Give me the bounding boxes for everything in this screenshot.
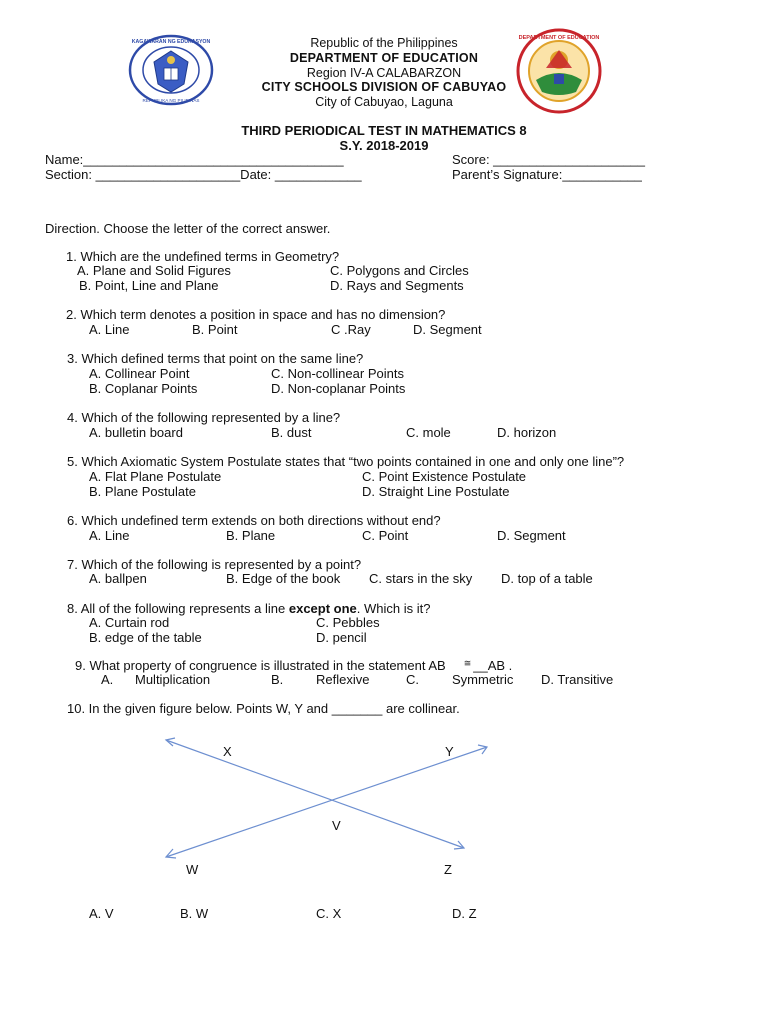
q8-option-b[interactable]: B. edge of the table xyxy=(89,630,202,645)
direction-text: Direction. Choose the letter of the correct answer. xyxy=(45,221,331,236)
collinear-figure xyxy=(150,730,510,875)
line-x-z xyxy=(166,740,464,848)
q9-option-a-letter[interactable]: A. xyxy=(101,672,114,687)
question-3-stem: 3. Which defined terms that point on the same line? xyxy=(67,351,364,366)
q3-option-d[interactable]: D. Non-coplanar Points xyxy=(271,381,406,396)
region-line: Region IV-A CALABARZON xyxy=(306,66,462,80)
q8-option-a[interactable]: A. Curtain rod xyxy=(89,615,170,630)
label-v: V xyxy=(332,818,341,833)
question-6-stem: 6. Which undefined term extends on both directions without end? xyxy=(67,513,441,528)
q9-option-c-letter[interactable]: C. xyxy=(406,672,419,687)
q3-option-b[interactable]: B. Coplanar Points xyxy=(89,381,198,396)
q10-option-a[interactable]: A. V xyxy=(89,906,114,921)
q9-option-d[interactable]: D. Transitive xyxy=(541,672,614,687)
city-line: City of Cabuyao, Laguna xyxy=(315,95,453,109)
label-z: Z xyxy=(444,862,452,877)
q9-stem-pre: 9. What property of congruence is illustrated in the statement AB xyxy=(75,658,446,673)
q4-option-c[interactable]: C. mole xyxy=(406,425,451,440)
question-4-stem: 4. Which of the following represented by a line? xyxy=(67,410,341,425)
q7-option-b[interactable]: B. Edge of the book xyxy=(226,571,341,586)
q3-option-a[interactable]: A. Collinear Point xyxy=(89,366,190,381)
question-5-stem: 5. Which Axiomatic System Postulate states that “two points contained in one and only one line”? xyxy=(67,454,625,469)
left-seal-bottom-text: REPUBLIKA NG PILIPINAS xyxy=(142,98,200,103)
label-y: Y xyxy=(445,744,454,759)
name-field[interactable]: Name:____________________________________ xyxy=(45,152,344,167)
q9-option-a-text[interactable]: Multiplication xyxy=(135,672,211,687)
q10-option-c[interactable]: C. X xyxy=(316,906,342,921)
q6-option-a[interactable]: A. Line xyxy=(89,528,130,543)
q2-option-b[interactable]: B. Point xyxy=(192,322,238,337)
score-field[interactable]: Score: _____________________ xyxy=(452,152,646,167)
q10-option-b[interactable]: B. W xyxy=(180,906,209,921)
q5-option-b[interactable]: B. Plane Postulate xyxy=(89,484,196,499)
school-year: S.Y. 2018-2019 xyxy=(339,138,429,153)
q8-stem-pre: 8. All of the following represents a line xyxy=(67,601,289,616)
question-1-stem: 1. Which are the undefined terms in Geometry? xyxy=(66,249,340,264)
q1-option-d[interactable]: D. Rays and Segments xyxy=(330,278,464,293)
q5-option-c[interactable]: C. Point Existence Postulate xyxy=(362,469,527,484)
question-8-stem xyxy=(67,601,430,616)
section-date-field[interactable]: Section: ____________________Date: ____________ xyxy=(45,167,362,182)
left-seal-top-text: KAGAWARAN NG EDUKASYON xyxy=(131,39,211,45)
q3-option-c[interactable]: C. Non-collinear Points xyxy=(271,366,404,381)
q6-option-c[interactable]: C. Point xyxy=(362,528,409,543)
q8-stem-post: . Which is it? xyxy=(356,601,431,616)
q2-option-d[interactable]: D. Segment xyxy=(413,322,482,337)
q8-option-d[interactable]: D. pencil xyxy=(316,630,367,645)
congruence-symbol: ≅ xyxy=(463,658,472,668)
q7-option-a[interactable]: A. ballpen xyxy=(89,571,147,586)
q6-option-d[interactable]: D. Segment xyxy=(497,528,566,543)
label-w: W xyxy=(186,862,199,877)
parent-signature-field[interactable]: Parent’s Signature:___________ xyxy=(452,167,642,182)
division-line: CITY SCHOOLS DIVISION OF CABUYAO xyxy=(261,80,507,94)
q5-option-a[interactable]: A. Flat Plane Postulate xyxy=(89,469,222,484)
q4-option-a[interactable]: A. bulletin board xyxy=(89,425,183,440)
test-title: THIRD PERIODICAL TEST IN MATHEMATICS 8 xyxy=(241,123,527,138)
q9-option-b-letter[interactable]: B. xyxy=(271,672,284,687)
q8-stem-emphasis: except one xyxy=(288,601,357,616)
line-w-y xyxy=(166,747,487,857)
q9-stem-post: __AB . xyxy=(473,658,513,673)
q6-option-b[interactable]: B. Plane xyxy=(226,528,276,543)
question-10-stem: 10. In the given figure below. Points W, Y and _______ are collinear. xyxy=(67,701,460,716)
q1-option-c[interactable]: C. Polygons and Circles xyxy=(330,263,469,278)
q2-option-c[interactable]: C .Ray xyxy=(331,322,371,337)
q9-option-c-text[interactable]: Symmetric xyxy=(452,672,514,687)
q1-option-b[interactable]: B. Point, Line and Plane xyxy=(79,278,219,293)
q5-option-d[interactable]: D. Straight Line Postulate xyxy=(362,484,510,499)
question-2-stem: 2. Which term denotes a position in space and has no dimension? xyxy=(66,307,446,322)
q4-option-b[interactable]: B. dust xyxy=(271,425,312,440)
question-9-stem xyxy=(75,658,512,673)
q9-option-b-text[interactable]: Reflexive xyxy=(316,672,370,687)
label-x: X xyxy=(223,744,232,759)
q2-option-a[interactable]: A. Line xyxy=(89,322,130,337)
republic-line: Republic of the Philippines xyxy=(310,36,458,50)
q7-option-c[interactable]: C. stars in the sky xyxy=(369,571,473,586)
q4-option-d[interactable]: D. horizon xyxy=(497,425,557,440)
department-line: DEPARTMENT OF EDUCATION xyxy=(289,51,479,65)
question-7-stem: 7. Which of the following is represented by a point? xyxy=(67,557,362,572)
q10-option-d[interactable]: D. Z xyxy=(452,906,477,921)
right-seal-text: DEPARTMENT OF EDUCATION xyxy=(518,35,600,41)
q7-option-d[interactable]: D. top of a table xyxy=(501,571,593,586)
q1-option-a[interactable]: A. Plane and Solid Figures xyxy=(77,263,231,278)
q8-option-c[interactable]: C. Pebbles xyxy=(316,615,380,630)
